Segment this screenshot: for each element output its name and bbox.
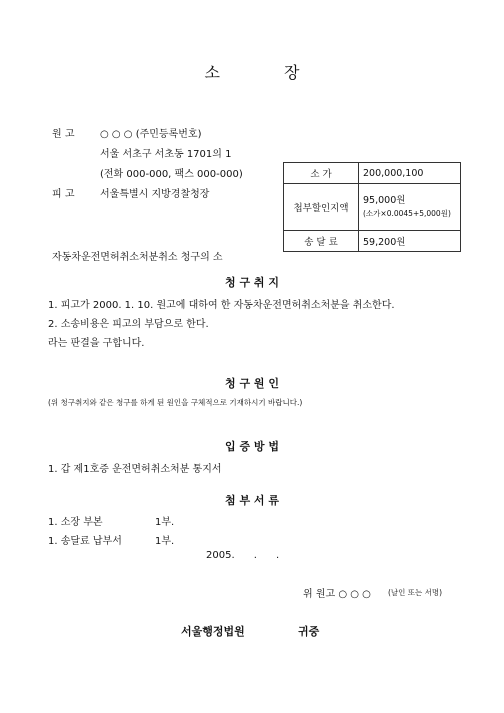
signature-text: 위 원고 ○ ○ ○ xyxy=(303,589,371,600)
plaintiff-phone: (전화 000-000, 팩스 000-000) xyxy=(100,169,243,180)
fee-value: 200,000,100 xyxy=(359,163,461,184)
claim-purpose-heading: 청 구 취 지 xyxy=(225,276,279,289)
claim-purpose-line: 2. 소송비용은 피고의 부담으로 한다. xyxy=(48,319,209,330)
fee-label: 첩부할인지액 xyxy=(284,184,359,231)
fee-row-delivery xyxy=(284,231,461,252)
evidence-heading: 입 증 방 법 xyxy=(225,440,279,453)
title-char-2: 장 xyxy=(284,63,300,82)
plaintiff-address: 서울 서초구 서초동 1701의 1 xyxy=(100,149,232,160)
fee-value: 59,200원 xyxy=(359,231,461,252)
claim-purpose-line: 라는 판결을 구합니다. xyxy=(48,338,145,349)
claim-purpose-line: 1. 피고가 2000. 1. 10. 원고에 대하여 한 자동차운전면허취소처분을 취소한다. xyxy=(48,300,395,311)
defendant-label: 피 고 xyxy=(52,189,75,200)
title-char-1: 소 xyxy=(204,63,220,82)
claim-cause-note: (위 청구취지와 같은 청구를 하게 된 원인을 구체적으로 기재하시기 바랍니다.) xyxy=(48,398,303,407)
fee-row-amount xyxy=(284,163,461,184)
filing-date: 2005. . . xyxy=(206,550,280,561)
case-name: 자동차운전면허취소처분취소 청구의 소 xyxy=(52,252,223,263)
attachment-count: 1부. xyxy=(155,536,175,547)
fee-value: 95,000원 xyxy=(363,195,406,206)
fee-value-cell xyxy=(359,184,461,231)
fee-row-stamp xyxy=(284,184,461,231)
attachment-name: 1. 소장 부본 xyxy=(48,517,103,528)
signature-note: (날인 또는 서명) xyxy=(388,588,443,597)
plaintiff-name: ○ ○ ○ (주민등록번호) xyxy=(100,129,202,140)
fee-table xyxy=(283,162,461,252)
plaintiff-label: 원 고 xyxy=(52,129,75,140)
evidence-line: 1. 갑 제1호증 운전면허취소처분 통지서 xyxy=(48,464,222,475)
attachment-name: 1. 송달료 납부서 xyxy=(48,536,122,547)
fee-label: 소 가 xyxy=(284,163,359,184)
defendant-name: 서울특별시 지방경찰청장 xyxy=(100,189,210,200)
fee-label: 송 달 료 xyxy=(284,231,359,252)
attachment-count: 1부. xyxy=(155,517,175,528)
document-title xyxy=(0,60,504,83)
attachments-heading: 첨 부 서 류 xyxy=(225,494,279,507)
fee-note: (소가×0.0045+5,000원) xyxy=(363,209,451,218)
court-name: 서울행정법원 xyxy=(181,625,245,638)
court-suffix: 귀중 xyxy=(298,625,320,638)
claim-cause-heading: 청 구 원 인 xyxy=(225,377,279,390)
